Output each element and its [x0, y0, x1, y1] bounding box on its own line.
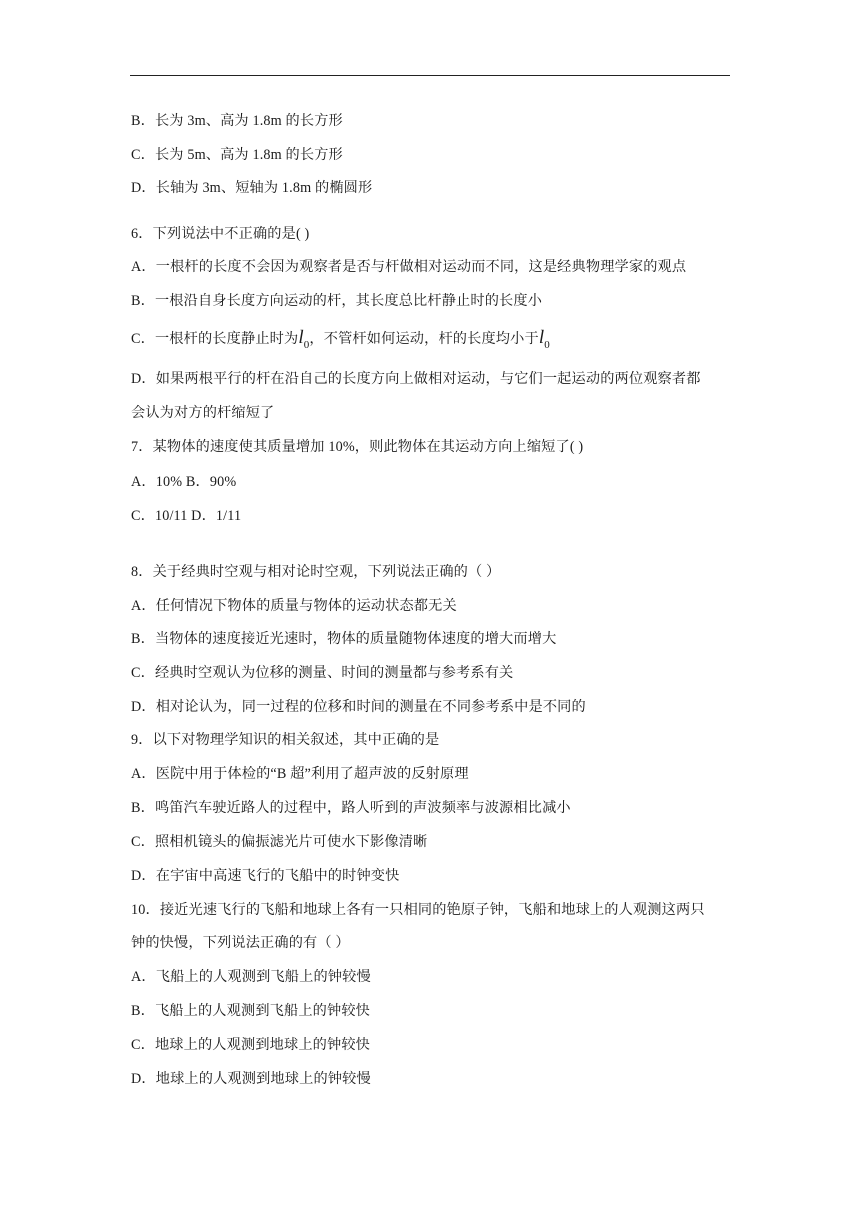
q9-option-c: C．照相机镜头的偏振滤光片可使水下影像清晰	[131, 834, 428, 850]
q9-option-b: B．鸣笛汽车驶近路人的过程中，路人听到的声波频率与波源相比减小	[131, 800, 571, 816]
q6-stem: 6．下列说法中不正确的是( )	[131, 226, 310, 242]
q7-options-ab: A．10% B．90%	[131, 474, 237, 490]
q10-option-c: C．地球上的人观测到地球上的钟较快	[131, 1037, 371, 1053]
l0-symbol: $l_0$	[538, 327, 550, 351]
q6-option-b: B．一根沿自身长度方向运动的杆，其长度总比杆静止时的长度小	[131, 293, 543, 309]
q6-option-c	[131, 328, 550, 355]
q7-options-cd: C．10/11 D．1/11	[131, 508, 242, 524]
q10-stem-line-1: 10．接近光速飞行的飞船和地球上各有一只相同的铯原子钟，飞船和地球上的人观测这两只	[131, 902, 705, 918]
q10-stem-line-2: 钟的快慢，下列说法正确的有（ ）	[131, 935, 350, 951]
q9-option-d: D．在宇宙中高速飞行的飞船中的时钟变快	[131, 868, 400, 884]
q6-option-a: A．一根杆的长度不会因为观察者是否与杆做相对运动而不同，这是经典物理学家的观点	[131, 259, 687, 275]
q10-option-b: B．飞船上的人观测到飞船上的钟较快	[131, 1003, 371, 1019]
q6-option-c-text-1: C．一根杆的长度静止时为	[131, 331, 299, 347]
q6-option-d-line-2: 会认为对方的杆缩短了	[131, 405, 275, 421]
l0-symbol: $l_0$	[298, 327, 310, 351]
q5-option-b: B．长为 3m、高为 1.8m 的长方形	[131, 113, 343, 129]
q9-stem: 9．以下对物理学知识的相关叙述，其中正确的是	[131, 732, 440, 748]
q8-option-d: D．相对论认为，同一过程的位移和时间的测量在不同参考系中是不同的	[131, 699, 586, 715]
header-rule	[130, 75, 730, 76]
q6-option-d-line-1: D．如果两根平行的杆在沿自己的长度方向上做相对运动，与它们一起运动的两位观察者都	[131, 371, 701, 387]
q6-option-c-text-2: ，不管杆如何运动，杆的长度均小于	[309, 331, 539, 347]
q8-option-b: B．当物体的速度接近光速时，物体的质量随物体速度的增大而增大	[131, 631, 557, 647]
q5-option-c: C．长为 5m、高为 1.8m 的长方形	[131, 147, 343, 163]
q7-stem: 7．某物体的速度使其质量增加 10%，则此物体在其运动方向上缩短了( )	[131, 439, 584, 455]
q9-option-a: A．医院中用于体检的“B 超”利用了超声波的反射原理	[131, 766, 469, 782]
q8-option-a: A．任何情况下物体的质量与物体的运动状态都无关	[131, 598, 457, 614]
q10-option-d: D．地球上的人观测到地球上的钟较慢	[131, 1071, 371, 1087]
q8-stem: 8．关于经典时空观与相对论时空观，下列说法正确的（ ）	[131, 564, 501, 580]
q10-option-a: A．飞船上的人观测到飞船上的钟较慢	[131, 969, 371, 985]
q8-option-c: C．经典时空观认为位移的测量、时间的测量都与参考系有关	[131, 665, 514, 681]
q5-option-d: D．长轴为 3m、短轴为 1.8m 的椭圆形	[131, 180, 373, 196]
